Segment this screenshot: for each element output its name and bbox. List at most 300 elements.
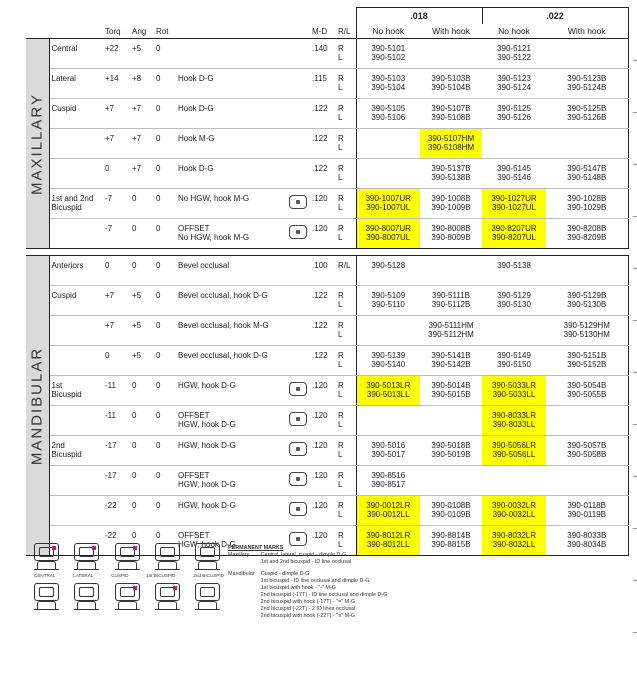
desc-cell: OFFSET HGW, hook D-G xyxy=(176,466,286,496)
part-number: 390-0012LR 390-0012LL xyxy=(366,501,411,519)
lateral-tooth-icon xyxy=(74,543,99,561)
part-number: 390-5139 390-5140 xyxy=(371,351,406,369)
rot-header: Rot xyxy=(154,24,176,39)
rl-cell: R L xyxy=(336,129,356,159)
tooth-label: CENTRAL xyxy=(34,573,56,578)
part-number-cell xyxy=(356,39,420,69)
edge-ticks xyxy=(633,60,637,660)
part-number: 390-8814B 390-8815B xyxy=(431,531,471,549)
rl-cell: R L xyxy=(336,219,356,249)
bicuspid-2-lower-tooth-icon xyxy=(195,583,220,601)
hgw-cell xyxy=(286,436,310,466)
hgw-cell xyxy=(286,219,310,249)
rl-cell: R L xyxy=(336,99,356,129)
rot-cell: 0 xyxy=(154,466,176,496)
torq-cell: -17 xyxy=(103,466,130,496)
part-number-cell xyxy=(356,99,420,129)
table-row xyxy=(26,189,628,219)
part-number: 390-1007UR 390-1007UL xyxy=(365,194,411,212)
ang-header: Ang xyxy=(130,24,154,39)
rl-cell: R L xyxy=(336,376,356,406)
tooth-cell xyxy=(49,466,103,496)
table-row xyxy=(26,219,628,249)
part-number: 390-5054B 390-5055B xyxy=(567,381,607,399)
part-number: 390-0032LR 390-0032LL xyxy=(491,501,537,519)
part-number-cell xyxy=(482,286,546,316)
md-cell: .140 xyxy=(310,39,336,69)
edge-tick xyxy=(633,476,637,477)
cuspid-base-icon xyxy=(115,561,140,570)
ang-cell: 0 xyxy=(130,406,154,436)
hgw-cell xyxy=(286,129,310,159)
desc-cell: Hook D-G xyxy=(176,99,286,129)
part-number-cell xyxy=(356,69,420,99)
part-number: 390-1027UR 390-1027UL xyxy=(491,194,537,212)
md-cell: .120 xyxy=(310,436,336,466)
bicuspid-1-base-icon xyxy=(155,561,180,570)
part-number: 390-8032LR 390-8032LL xyxy=(491,531,537,549)
edge-tick xyxy=(633,372,637,373)
bicuspid-2-tooth-icon xyxy=(195,543,220,561)
torq-cell: +14 xyxy=(103,69,130,99)
torq-cell: -22 xyxy=(103,496,130,526)
desc-cell: Bevel occlusal xyxy=(176,256,286,286)
rot-cell: 0 xyxy=(154,286,176,316)
no-hook-022-header: No hook xyxy=(482,24,546,39)
tooth-cell xyxy=(49,159,103,189)
torq-cell: -17 xyxy=(103,436,130,466)
tooth-cell: Cuspid xyxy=(49,99,103,129)
part-number-cell xyxy=(546,159,628,189)
tooth-cell xyxy=(49,219,103,249)
part-number: 390-1008B 390-1009B xyxy=(431,194,471,212)
hgw-cell xyxy=(286,286,310,316)
part-number-cell xyxy=(482,159,546,189)
part-number: 390-5141B 390-5142B xyxy=(431,351,471,369)
ang-cell: 0 xyxy=(130,256,154,286)
hgw-cell xyxy=(286,346,310,376)
table-row xyxy=(26,436,628,466)
part-number-cell xyxy=(546,496,628,526)
part-number: 390-5103B 390-5104B xyxy=(431,74,471,92)
permanent-marks xyxy=(228,545,393,620)
torq-cell: +7 xyxy=(103,286,130,316)
part-number-cell xyxy=(356,466,420,496)
part-number: 390-5129HM 390-5130HM xyxy=(563,321,610,339)
rot-cell: 0 xyxy=(154,496,176,526)
part-number: 390-5105 390-5106 xyxy=(371,104,406,122)
hgw-cell xyxy=(286,69,310,99)
part-number-cell xyxy=(546,99,628,129)
ang-cell: 0 xyxy=(130,376,154,406)
rl-cell: R L xyxy=(336,316,356,346)
edge-tick xyxy=(633,320,637,321)
hgw-cell xyxy=(286,376,310,406)
rl-cell: R L xyxy=(336,526,356,556)
central-base-icon xyxy=(34,561,59,570)
part-number-cell xyxy=(482,69,546,99)
part-number: 390-5016 390-5017 xyxy=(371,441,406,459)
hgw-cell xyxy=(286,189,310,219)
part-number-cell xyxy=(482,39,546,69)
part-number: 390-5149 390-5150 xyxy=(497,351,531,369)
torq-cell: -7 xyxy=(103,219,130,249)
part-number-cell xyxy=(420,406,482,436)
rl-cell: R/L xyxy=(336,256,356,286)
desc-cell: HGW, hook D-G xyxy=(176,376,286,406)
desc-cell: Bevel occlusal, hook D-G xyxy=(176,346,286,376)
md-cell: .120 xyxy=(310,496,336,526)
table-row xyxy=(26,406,628,436)
hgw-bracket-icon xyxy=(289,195,307,209)
part-number-cell xyxy=(356,286,420,316)
part-number: 390-5101 390-5102 xyxy=(371,44,406,62)
section-label-text: MAXILLARY xyxy=(28,92,46,195)
rot-cell: 0 xyxy=(154,256,176,286)
hgw-cell xyxy=(286,39,310,69)
table-row xyxy=(26,376,628,406)
desc-cell: Bevel occlusal, hook D-G xyxy=(176,286,286,316)
part-number-cell xyxy=(546,189,628,219)
edge-tick xyxy=(633,424,637,425)
ang-cell: 0 xyxy=(130,466,154,496)
part-number-cell xyxy=(546,69,628,99)
part-number: 390-0118B 390-0119B xyxy=(567,501,607,519)
part-number-cell xyxy=(420,256,482,286)
lower-tooth-row xyxy=(34,583,220,610)
torq-header: Torq xyxy=(103,24,130,39)
part-number-cell xyxy=(482,256,546,286)
hgw-bracket-icon xyxy=(289,532,307,546)
part-number-cell xyxy=(420,189,482,219)
md-cell: .122 xyxy=(310,129,336,159)
lateral-lower-base-icon xyxy=(74,601,99,610)
tooth-cell: 1st and 2nd Bicuspid xyxy=(49,189,103,219)
desc-cell: Hook D-G xyxy=(176,69,286,99)
part-number-cell xyxy=(546,526,628,556)
rl-cell: R L xyxy=(336,436,356,466)
part-number: 390-5145 390-5146 xyxy=(497,164,531,182)
part-number: 390-8033LR 390-8033LL xyxy=(491,411,537,429)
bicuspid-2-base-icon xyxy=(195,561,220,570)
rot-cell: 0 xyxy=(154,129,176,159)
part-number: 390-8012LR 390-8012LL xyxy=(366,531,411,549)
part-number-cell xyxy=(482,189,546,219)
part-number-cell xyxy=(546,316,628,346)
torq-cell: -22 xyxy=(103,526,130,556)
part-number: 390-5151B 390-5152B xyxy=(567,351,607,369)
part-number-cell xyxy=(482,219,546,249)
torq-cell: -11 xyxy=(103,376,130,406)
part-number: 390-5107B 390-5108B xyxy=(431,104,471,122)
cuspid-lower-tooth-icon xyxy=(115,583,140,601)
part-number-cell xyxy=(420,376,482,406)
mandibular-marks-label: Mandibular xyxy=(228,571,255,577)
part-number-cell xyxy=(420,346,482,376)
table-row xyxy=(26,316,628,346)
ang-cell: +5 xyxy=(130,286,154,316)
tooth-label: 1st BICUSPID xyxy=(146,573,176,578)
hgw-bracket-icon xyxy=(289,225,307,239)
desc-cell: No HGW, hook M-G xyxy=(176,189,286,219)
part-number-cell xyxy=(482,316,546,346)
tooth-labels xyxy=(34,573,224,578)
part-number-cell xyxy=(546,466,628,496)
part-number-cell xyxy=(420,466,482,496)
hgw-cell xyxy=(286,99,310,129)
edge-tick xyxy=(633,216,637,217)
md-cell: .120 xyxy=(310,219,336,249)
cuspid-tooth-icon xyxy=(115,543,140,561)
rl-cell: R L xyxy=(336,406,356,436)
table-row xyxy=(26,286,628,316)
rl-cell: R L xyxy=(336,466,356,496)
tooth-cell xyxy=(49,129,103,159)
part-number: 390-1028B 390-1029B xyxy=(567,194,607,212)
part-number-cell xyxy=(356,316,420,346)
rl-header: R/L xyxy=(336,24,356,39)
part-number-cell xyxy=(482,99,546,129)
permanent-marks-title: PERMANENT MARKS xyxy=(228,545,284,551)
part-number-cell xyxy=(356,406,420,436)
hgw-bracket-icon xyxy=(289,442,307,456)
part-number-cell xyxy=(546,256,628,286)
ang-cell: 0 xyxy=(130,436,154,466)
cuspid-lower-base-icon xyxy=(115,601,140,610)
part-number-cell xyxy=(356,376,420,406)
table-row xyxy=(26,496,628,526)
table-row xyxy=(26,159,628,189)
torq-cell: 0 xyxy=(103,346,130,376)
part-number: 390-5103 390-5104 xyxy=(371,74,406,92)
bicuspid-1-lower-tooth-icon xyxy=(155,583,180,601)
rot-cell: 0 xyxy=(154,436,176,466)
part-number: 390-5125 390-5126 xyxy=(497,104,531,122)
hgw-cell xyxy=(286,496,310,526)
part-number-cell xyxy=(546,406,628,436)
rot-cell: 0 xyxy=(154,376,176,406)
rl-cell: R L xyxy=(336,39,356,69)
central-lower-base-icon xyxy=(34,601,59,610)
rot-cell: 0 xyxy=(154,316,176,346)
ang-cell: +5 xyxy=(130,346,154,376)
md-cell: .122 xyxy=(310,159,336,189)
torq-cell: +7 xyxy=(103,316,130,346)
rot-cell: 0 xyxy=(154,406,176,436)
part-number-cell xyxy=(420,129,482,159)
rot-cell: 0 xyxy=(154,69,176,99)
part-number-cell xyxy=(482,436,546,466)
edge-tick xyxy=(633,632,637,633)
hgw-cell xyxy=(286,316,310,346)
tooth-label: LATERAL xyxy=(73,573,94,578)
part-number-cell xyxy=(420,69,482,99)
edge-tick xyxy=(633,112,637,113)
bicuspid-1-tooth-icon xyxy=(155,543,180,561)
torq-cell: +22 xyxy=(103,39,130,69)
part-number-cell xyxy=(420,219,482,249)
part-number: 390-5121 390-5122 xyxy=(497,44,531,62)
part-number-cell xyxy=(546,219,628,249)
rot-cell: 0 xyxy=(154,39,176,69)
part-number: 390-5018B 390-5019B xyxy=(431,441,471,459)
lateral-base-icon xyxy=(74,561,99,570)
part-number: 390-5123 390-5124 xyxy=(497,74,531,92)
part-number: 390-5033LR 390-5033LL xyxy=(491,381,537,399)
rl-cell: R L xyxy=(336,69,356,99)
rl-cell: R L xyxy=(336,496,356,526)
tooth-cell: 2nd Bicuspid xyxy=(49,436,103,466)
torq-cell: +7 xyxy=(103,129,130,159)
part-number-cell xyxy=(546,436,628,466)
rot-cell: 0 xyxy=(154,99,176,129)
no-hook-018-header: No hook xyxy=(356,24,420,39)
part-number-cell xyxy=(420,39,482,69)
table-row xyxy=(26,256,628,286)
edge-tick xyxy=(633,164,637,165)
part-number-cell xyxy=(546,376,628,406)
part-number-cell xyxy=(482,406,546,436)
part-number-cell xyxy=(356,256,420,286)
rot-cell: 0 xyxy=(154,346,176,376)
section-label xyxy=(26,256,49,556)
desc-cell: HGW, hook D-G xyxy=(176,496,286,526)
hgw-bracket-icon xyxy=(289,382,307,396)
part-number-cell xyxy=(356,129,420,159)
edge-tick xyxy=(633,528,637,529)
part-number-cell xyxy=(356,346,420,376)
rot-cell: 0 xyxy=(154,219,176,249)
desc-cell: OFFSET HGW, hook D-G xyxy=(176,406,286,436)
edge-tick xyxy=(633,268,637,269)
table-row xyxy=(26,129,628,159)
part-number-cell xyxy=(546,286,628,316)
upper-tooth-row xyxy=(34,543,220,570)
tooth-cell xyxy=(49,496,103,526)
desc-cell: HGW, hook D-G xyxy=(176,436,286,466)
maxillary-marks-label: Maxillary xyxy=(228,552,250,558)
part-number-cell xyxy=(482,376,546,406)
desc-cell xyxy=(176,39,286,69)
table-row xyxy=(26,99,628,129)
ang-cell: +7 xyxy=(130,129,154,159)
central-tooth-icon xyxy=(34,543,59,561)
hgw-cell xyxy=(286,159,310,189)
part-number: 390-5123B 390-5124B xyxy=(567,74,607,92)
hgw-bracket-icon xyxy=(289,472,307,486)
ang-cell: +5 xyxy=(130,316,154,346)
part-number-cell xyxy=(546,346,628,376)
hgw-cell xyxy=(286,406,310,436)
tooth-cell: Cuspid xyxy=(49,286,103,316)
table-row xyxy=(26,69,628,99)
part-number: 390-5128 xyxy=(371,261,406,270)
part-number-cell xyxy=(482,129,546,159)
md-cell: .120 xyxy=(310,466,336,496)
md-cell: .115 xyxy=(310,69,336,99)
lateral-lower-tooth-icon xyxy=(74,583,99,601)
ang-cell: 0 xyxy=(130,219,154,249)
tooth-cell: Lateral xyxy=(49,69,103,99)
part-number: 390-0108B 390-0109B xyxy=(431,501,471,519)
md-cell: .120 xyxy=(310,526,336,556)
md-cell: .100 xyxy=(310,256,336,286)
ang-cell: +8 xyxy=(130,69,154,99)
hgw-bracket-icon xyxy=(289,412,307,426)
part-number: 390-8008B 390-8009B xyxy=(431,224,471,242)
part-number: 390-5137B 390-5138B xyxy=(431,164,471,182)
tooth-cell xyxy=(49,406,103,436)
section-label-text: MANDIBULAR xyxy=(28,346,46,465)
table-row xyxy=(26,346,628,376)
tooth-cell: Anteriors xyxy=(49,256,103,286)
part-number: 390-8516 390-8517 xyxy=(371,471,406,489)
ang-cell: 0 xyxy=(130,526,154,556)
ang-cell: +7 xyxy=(130,99,154,129)
part-number-cell xyxy=(356,159,420,189)
part-number: 390-5109 390-5110 xyxy=(371,291,406,309)
ang-cell: 0 xyxy=(130,189,154,219)
torq-cell: -7 xyxy=(103,189,130,219)
rot-cell: 0 xyxy=(154,159,176,189)
part-number-cell xyxy=(546,129,628,159)
with-hook-022-header: With hook xyxy=(546,24,628,39)
part-number-cell xyxy=(356,219,420,249)
part-number-cell xyxy=(356,496,420,526)
part-number: 390-5014B 390-5015B xyxy=(431,381,471,399)
part-number: 390-5013LR 390-5013LL xyxy=(366,381,411,399)
rl-cell: R L xyxy=(336,189,356,219)
hgw-bracket-icon xyxy=(289,502,307,516)
tooth-cell: Central xyxy=(49,39,103,69)
maxillary-marks-text: Central, lateral, cuspid - dimple D-G 1st and 2nd bicuspid - ID line occlusal xyxy=(260,552,352,565)
bicuspid-1-lower-base-icon xyxy=(155,601,180,610)
ang-cell: 0 xyxy=(130,496,154,526)
md-cell: .122 xyxy=(310,316,336,346)
hgw-cell xyxy=(286,466,310,496)
md-cell: .120 xyxy=(310,406,336,436)
part-number: 390-8007UR 390-8007UL xyxy=(365,224,411,242)
tooth-label: 2nd BICUSPID xyxy=(193,573,224,578)
table-row xyxy=(26,39,628,69)
part-number: 390-5107HM 390-5108HM xyxy=(427,134,475,152)
desc-cell: Hook M-G xyxy=(176,129,286,159)
tooth-diagrams xyxy=(34,543,224,613)
hgw-cell xyxy=(286,256,310,286)
desc-cell: Hook D-G xyxy=(176,159,286,189)
central-lower-tooth-icon xyxy=(34,583,59,601)
tooth-label: CUSPID xyxy=(111,573,129,578)
group-022-header: .022 xyxy=(482,8,628,25)
part-number-cell xyxy=(482,496,546,526)
torq-cell: -11 xyxy=(103,406,130,436)
part-number-cell xyxy=(420,99,482,129)
desc-cell: OFFSET No HGW, hook M-G xyxy=(176,219,286,249)
part-number: 390-5138 xyxy=(497,261,531,270)
section-label xyxy=(26,39,49,249)
rl-cell: R L xyxy=(336,159,356,189)
part-number-cell xyxy=(420,526,482,556)
rl-cell: R L xyxy=(336,286,356,316)
md-cell: .122 xyxy=(310,286,336,316)
tooth-cell xyxy=(49,316,103,346)
rot-cell: 0 xyxy=(154,189,176,219)
part-number-cell xyxy=(420,159,482,189)
part-number-cell xyxy=(356,189,420,219)
part-number: 390-8033B 390-8034B xyxy=(567,531,607,549)
edge-tick xyxy=(633,60,637,61)
md-cell: .120 xyxy=(310,189,336,219)
